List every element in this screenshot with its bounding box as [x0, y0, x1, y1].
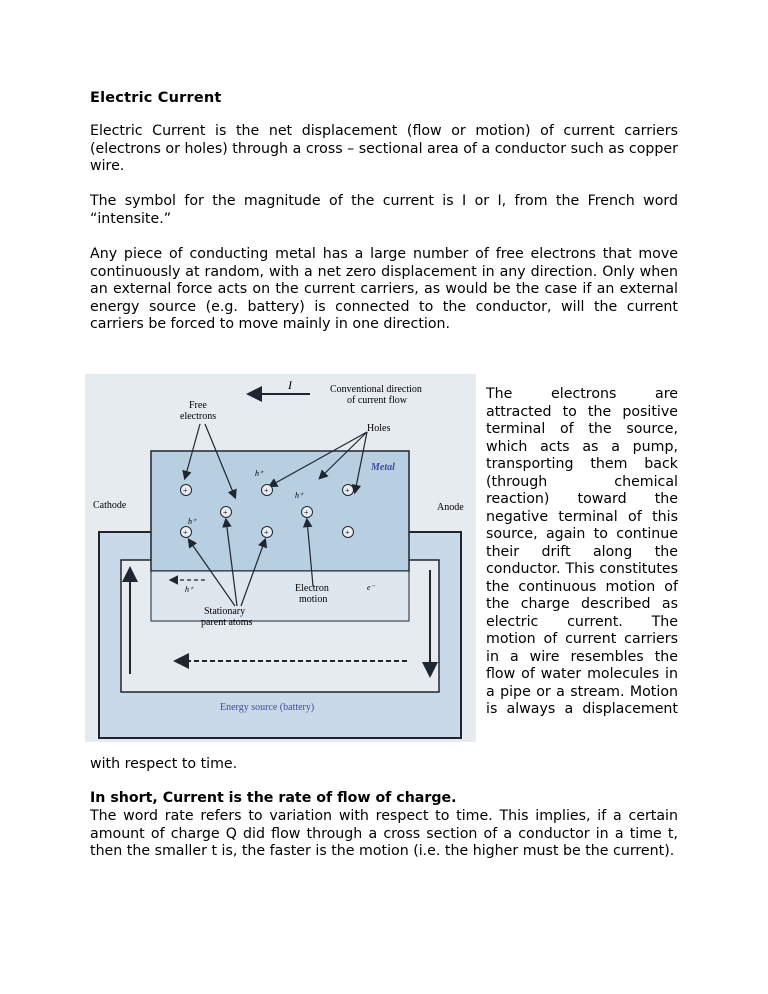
label-electron: Electron [295, 583, 329, 594]
label-cathode: Cathode [93, 500, 127, 511]
label-anode: Anode [437, 502, 464, 513]
svg-text:+: + [304, 508, 309, 517]
hole-label-1: h⁺ [255, 469, 264, 478]
label-free: Free [189, 400, 207, 411]
paragraph-definition: Electric Current is the net displacement (flow or motion) of current carriers (electrons or holes) through a cross – sectional area of a conductor such as copper wire. [90, 123, 678, 174]
label-conventional-direction: Conventional direction [330, 384, 422, 395]
svg-text:+: + [345, 528, 350, 537]
svg-text:+: + [345, 486, 350, 495]
side-paragraph: The electrons are attracted to the positive terminal of the source, which acts as a pump, transporting them back (through chemical reaction) toward the negative terminal of this source, again to continue their drift along the conductor. This constitutes the continuous motion of the charge described as electric current. The motion of current carriers in a wire resembles the flow of water molecules in a pipe or a stream. Motion is always a displacement [486, 386, 678, 717]
svg-text:+: + [264, 528, 269, 537]
label-electrons: electrons [180, 411, 217, 422]
label-of-current-flow: of current flow [347, 395, 407, 406]
label-parent-atoms: parent atoms [201, 617, 253, 628]
side-paragraph-tail: with respect to time. [90, 756, 238, 772]
battery-cell [151, 571, 409, 621]
hole-label-2: h⁺ [295, 491, 304, 500]
svg-text:+: + [183, 486, 188, 495]
svg-text:+: + [183, 528, 188, 537]
hole-label-3: h⁺ [188, 517, 197, 526]
heading: Electric Current [90, 90, 222, 106]
current-symbol: I [288, 378, 292, 392]
label-metal: Metal [371, 462, 395, 473]
bold-statement: In short, Current is the rate of flow of charge. [90, 790, 457, 806]
cell-electron-label: e⁻ [367, 583, 375, 592]
svg-text:+: + [264, 486, 269, 495]
label-stationary: Stationary [204, 606, 246, 617]
label-energy-source: Energy source (battery) [220, 702, 315, 713]
current-flow-figure [85, 374, 476, 742]
current-flow-diagram [85, 374, 476, 742]
svg-text:+: + [223, 508, 228, 517]
label-holes: Holes [367, 423, 391, 434]
paragraph-free-electrons: Any piece of conducting metal has a large number of free electrons that move continuously at random, with a net zero displacement in any direction. Only when an external force acts on the current carriers, as would be the case if an external energy source (e.g. battery) is connected to the conductor, will the current carriers be forced to move mainly in one direction. [90, 246, 678, 332]
cell-hole-label: h⁺ [185, 585, 194, 594]
paragraph-rate: The word rate refers to variation with respect to time. This implies, if a certain amount of charge Q did flow through a cross section of a conductor in a time t, then the smaller t is, the faster is the motion (i.e. the higher must be the current). [90, 808, 678, 859]
label-motion: motion [299, 594, 328, 605]
paragraph-symbol: The symbol for the magnitude of the current is I or I, from the French word “intensite.” [90, 193, 678, 227]
